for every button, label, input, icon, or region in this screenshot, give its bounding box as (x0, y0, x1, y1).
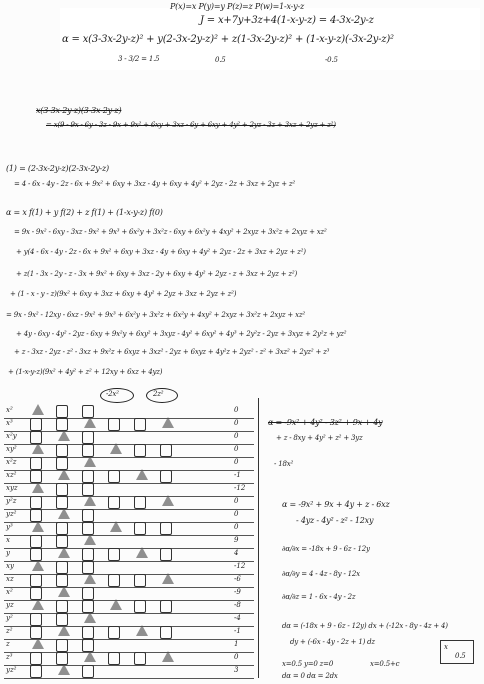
table-row-value: 9 (234, 536, 239, 544)
hand-mark (58, 625, 70, 636)
table-row-value: -6 (234, 575, 241, 583)
jacobian-line: J = x+7y+3z+4(1-x-y-z) = 4-3x-2y-z (200, 15, 374, 26)
column-divider (258, 398, 259, 678)
table-row-term: xy² (6, 445, 17, 453)
partial-x: ∂α/∂x = -18x + 9 - 6z - 12y (282, 545, 370, 553)
table-row-term: x²z (6, 458, 17, 466)
total-derivative-2: dy + (-6x - 4y - 2z + 1) dz (290, 638, 375, 646)
table-row (4, 664, 254, 679)
table-row-term: y³ (6, 523, 13, 531)
hand-mark (162, 417, 174, 428)
hand-mark (58, 469, 70, 480)
table-row-term: z² (6, 627, 13, 635)
bottom-mid-note: x=0.5+c (370, 660, 400, 668)
hand-mark (32, 404, 44, 415)
expand-row-7: + z - 3xz - 2yz - z² - 3xz + 9x²z + 6xyz + 3xz² - 2yz + 6xyz + 4y²z + 2yz² - z² + 3xz² + 2yz² + z³ (14, 348, 330, 356)
hand-mark (32, 599, 44, 610)
hand-mark (84, 612, 96, 623)
hand-mark (84, 651, 96, 662)
hand-mark (32, 443, 44, 454)
f1-expansion: = 4 - 6x - 4y - 2z - 6x + 9x² + 6xy + 3xz - 4y + 6xy + 4y² + 2yz - 2z + 3xz + 2yz + z² (14, 180, 295, 188)
hand-mark (84, 456, 96, 467)
hand-mark (58, 586, 70, 597)
table-row-value: 0 (234, 406, 239, 414)
alpha-final-2: - 4yz - 4y² - z² - 12xy (296, 516, 374, 525)
alpha-struck: α = -9x² + 4y² - 3z² + 9x + 4y (268, 418, 383, 427)
circled-term-1: -2x² (100, 388, 134, 403)
hand-mark (110, 443, 122, 454)
table-row-value: -1 (234, 627, 241, 635)
table-row-value: 0 (234, 653, 239, 661)
expand-row-8: + (1-x-y-z)(9x² + 4y² + z² + 12xy + 6xz + 4yz) (8, 368, 163, 376)
expand-row-5: = 9x - 9x² - 12xy - 6xz - 9x² + 9x³ + 6x²y + 3x²z + 6x²y + 4xy² + 2xyz + 3x²z + 2xyz + xz² (6, 311, 305, 319)
hand-mark (58, 430, 70, 441)
table-row-term: x² (6, 588, 13, 596)
table-row-value: 0 (234, 445, 239, 453)
table-row-term: y² (6, 614, 13, 622)
hand-mark (136, 547, 148, 558)
struck-expansion: = x(9 - 9x - 6y - 3z - 9x + 9x² + 6xy + 3xz - 6y + 6xy + 4y² + 2yz - 3z + 3xz + 2yz + z²) (46, 121, 336, 129)
table-row-value: -4 (234, 614, 241, 622)
annotation-2: 0.5 (215, 56, 226, 64)
table-row-term: yz (6, 601, 14, 609)
f1-product: (1) = (2-3x-2y-z)(2-3x-2y-z) (6, 164, 109, 173)
table-row-term: x (6, 536, 10, 544)
hand-mark (58, 664, 70, 675)
partial-y: ∂α/∂y = 4 - 4z - 8y - 12x (282, 570, 360, 578)
table-row-term: y (6, 549, 10, 557)
table-row-value: -12 (234, 484, 246, 492)
table-row-term: z³ (6, 653, 13, 661)
table-row-value: 0 (234, 497, 239, 505)
table-row-term: xz (6, 575, 14, 583)
expand-row-4: + (1 - x - y - z)(9x² + 6xy + 3xz + 6xy + 4y² + 2yz + 3xz + 2yz + z²) (10, 290, 237, 298)
annotation-3: -0.5 (325, 56, 338, 64)
bottom-left-note: x=0.5 y=0 z=0 (282, 660, 334, 668)
alpha-expand: α = x f(1) + y f(2) + z f(1) + (1-x-y-z) f(0) (6, 208, 163, 217)
table-row-value: -9 (234, 588, 241, 596)
table-row-value: -8 (234, 601, 241, 609)
hand-mark (58, 547, 70, 558)
table-row-value: -1 (234, 471, 241, 479)
annotation-1: 3 - 3/2 = 1.5 (118, 55, 160, 63)
table-row-term: x² (6, 406, 13, 414)
table-row-value: 0 (234, 432, 239, 440)
partial-z: ∂α/∂z = 1 - 6x - 4y - 2z (282, 593, 356, 601)
alpha-sub: + z - 8xy + 4y² + z² + 3yz (276, 434, 363, 442)
expand-row-6: + 4y - 6xy - 4y² - 2yz - 6xy + 9x²y + 6xy² + 3xyz - 4y² + 6xy² + 4y³ + 2y²z - 2yz + 3xyz + 2y²z + yz² (16, 330, 347, 338)
hand-mark (162, 651, 174, 662)
circled-term-2: 2z² (146, 388, 178, 403)
table-row-term: x³ (6, 419, 13, 427)
hand-mark (110, 521, 122, 532)
expand-row-1: = 9x - 9x² - 6xy - 3xz - 9x² + 9x³ + 6x²y + 3x²z - 6xy + 6x²y + 4xy² + 2xyz + 3x²z + 2xyz + xz² (14, 228, 327, 236)
hand-mark (136, 625, 148, 636)
hand-mark (58, 508, 70, 519)
hand-mark (32, 482, 44, 493)
probability-definitions: P(x)=x P(y)=y P(z)=z P(w)=1-x-y-z (170, 2, 304, 11)
table-row-value: 3 (234, 666, 239, 674)
boxed-value: x 0.5 (440, 640, 474, 664)
table-row-term: yz² (6, 666, 17, 674)
table-row-value: 0 (234, 458, 239, 466)
hand-mark (32, 638, 44, 649)
table-row-value: 1 (234, 640, 239, 648)
neg18-note: - 18x² (274, 460, 294, 468)
expand-row-3: + z(1 - 3x - 2y - z - 3x + 9x² + 6xy + 3xz - 2y + 6xy + 4y² + 2yz - z + 3xz + 2yz + z²) (16, 270, 298, 278)
hand-mark (84, 417, 96, 428)
hand-mark (30, 665, 42, 678)
table-row-term: xz² (6, 471, 17, 479)
hand-mark (32, 560, 44, 571)
hand-mark (84, 573, 96, 584)
hand-mark (84, 495, 96, 506)
table-row-term: xy (6, 562, 14, 570)
struck-line: x(3-3x-2y-z)(3-3x-2y-z) (36, 106, 122, 115)
alpha-definition: α = x(3-3x-2y-z)² + y(2-3x-2y-z)² + z(1-3x-2y-z)² + (1-x-y-z)(-3x-2y-z)² (62, 34, 394, 45)
table-row-value: 4 (234, 549, 239, 557)
table-row-term: yz² (6, 510, 17, 518)
table-row-term: y²z (6, 497, 17, 505)
hand-mark (162, 573, 174, 584)
hand-mark (32, 521, 44, 532)
table-row-value: -12 (234, 562, 246, 570)
table-row-term: z (6, 640, 10, 648)
table-row-term: xyz (6, 484, 18, 492)
hand-mark (84, 534, 96, 545)
expand-row-2: + y(4 - 6x - 4y - 2z - 6x + 9x² + 6xy + 3xz - 4y + 6xy + 4y² + 2yz - 2z + 3xz + 2yz + z²) (16, 248, 306, 256)
alpha-final-1: α = -9x² + 9x + 4y + z - 6xz (282, 500, 390, 509)
table-row-value: 0 (234, 523, 239, 531)
hand-mark (110, 599, 122, 610)
table-row-value: 0 (234, 510, 239, 518)
hand-mark (162, 495, 174, 506)
total-derivative-1: dα = (-18x + 9 - 6z - 12y) dx + (-12x - 8y - 4z + 4) (282, 622, 448, 630)
bottom-right-note: dα = 0 dα = 2dx (282, 672, 338, 680)
hand-mark (136, 469, 148, 480)
table-row-value: 0 (234, 419, 239, 427)
table-row-term: x²y (6, 432, 17, 440)
hand-mark (82, 665, 94, 678)
